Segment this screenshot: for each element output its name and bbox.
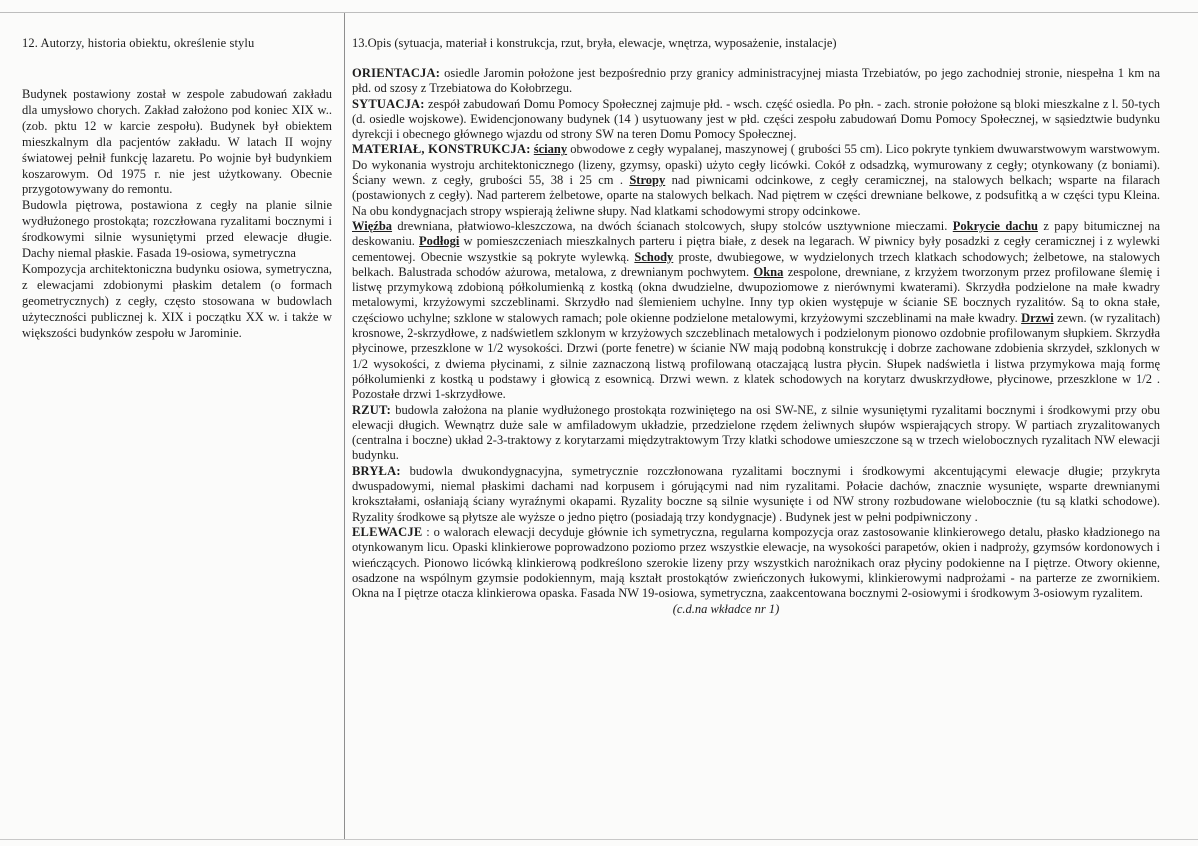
bryla-text: budowla dwukondygnacyjna, symetrycznie rozczłonowana ryzalitami bocznymi i środkowymi akcentującymi elewacje długie; przykryta dwuspadowymi, niemal płaskimi dachami nad korpusem i górującymi nad nim ryzalitami. Połacie dachów, znacznie wysunięte, wsparte drewnianymi krokształami, osłaniają ściany wyraźnymi okapami. Ryzality boczne są silnie wysunięte i od NW strony rozbudowane wielobocznie (tu są klatki schodowe). Ryzality środkowe są płytsze ale wyższe o jedno piętro (posiadają trzy kondygnacje) . Budynek jest w pełni podpiwniczony .	[352, 463, 1160, 524]
building-description-paragraph: Budowla piętrowa, postawiona z cegły na planie silnie wydłużonego prostokąta; rozczłowana ryzalitami bocznymi i środkowymi silnie wysuniętymi przed elewacje długie. Dachy niemal płaskie. Fasada 19-osiowa, symetryczna	[22, 198, 332, 261]
elewacje-text: : o walorach elewacji decyduje głównie ich symetryczna, regularna kompozycja oraz zastosowanie klinkierowego detalu, płasko kładzionego na otynkowanym licu. Opaski klinkierowe poprowadzono poziomo przez wszystkie elewacje, na wysokości parapetów, okien i nadproży, gzymsów kordonowych i wieńczących. Pionowo licówką klinkierową podkreślono szerokie lizeny przy wszystkich narożnikach oraz płyciny podokienne na I piętrze. Otwory okienne, osadzone na wspólnym gzymsie podokiennym, mają kształt prostokątów zwieńczonych łukowymi, klinkierowymi nadprożami - na parterze ze zwornikiem. Okna na I piętrze otacza klinkierowa opaska. Fasada NW 19-osiowa, symetryczna, zaakcentowana bocznymi 2-osiowymi i środkowym 3-osiowym ryzalitem.	[352, 524, 1160, 601]
rzut-text: budowla założona na planie wydłużonego prostokąta rozwiniętego na osi SW-NE, z silnie wysuniętymi ryzalitami bocznymi i środkowymi przy obu elewacji długich. Wewnątrz duże sale w amfiladowym układzie, przedzielone rzędem żeliwnych słupów wspierających stropy. W partiach zryzalitowanych (centralna i boczne) układ 2-3-traktowy z korytarzami międzytraktowym Trzy klatki schodowe umieszczone są w trzech wielobocznych ryzalitach NW elewacji budynku.	[352, 402, 1160, 463]
okna-text: zespolone, drewniane, z krzyżem tworzonym przez profilowane ślemię i listwę przymykową zdobioną półkolumienką z kostką (okna dwudzielne, dwupoziomowe z nierównymi kwaterami). Skrzydła podzielone na małe kwadry metalowymi, krzyżowymi szczeblinami. Skrzydło nad ślemieniem uchylne. Inny typ okien występuje w ścianie SE bocznych ryzalitów. Są to okna stałe, częściowo uchylne; szklone w stalowych ramach; pole okienne podzielone metalowymi, krzyżowymi szczeblinami na małe kwadry.	[352, 264, 1160, 325]
sciany-text: obwodowe z cegły wypalanej, maszynowej ( grubości 55 cm). Lico pokryte tynkiem dwuwarstwowym warstwowym. Do wykonania wystroju architektonicznego (lizeny, gzymsy, opaski) użyto cegły licówki. Cokół z odsadzką, wymurowany z cegły; otynkowany (z boniami). Ściany wewn. z cegły, grubości 55, 38 i 25 cm .	[352, 142, 1160, 188]
pokrycie-text: z papy bitumicznej na deskowaniu.	[352, 218, 1160, 249]
stropy-text: nad piwnicami odcinkowe, z cegły ceramicznej, na stalowych belkach; wsparte na filarach (postawionych z cegły). Nad parterem żelbetowe, oparte na stalowych belkach. Nad piętrem w części drewniane belkowe, z podsufitką a w części typu Kleina. Na obu kondygnacjach stropy wspierają żeliwne słupy. Nad klatkami schodowymi stropy odcinkowe.	[352, 173, 1160, 218]
drzwi-label: Drzwi	[1021, 310, 1054, 325]
section-12-heading: 12. Autorzy, historia obiektu, określenie stylu	[22, 36, 255, 50]
history-paragraph: Budynek postawiony został w zespole zabudowań zakładu dla umysłowo chorych. Zakład założono pod koniec XIX w.. (zob. pktu 12 w karcie zespołu). Budynek był obiektem mieszkalnym dla pacjentów zakładu. W latach II wojny światowej pełnił funkcję lazaretu. Po wojnie był budynkiem koszarowym. Od 1975 r. nie jest użytkowany. Obecnie przygotowywany do remontu.	[22, 87, 332, 197]
style-paragraph: Kompozycja architektoniczna budynku osiowa, symetryczna, z elewacjami zdobionymi płaskim detalem (o formach geometrycznych) z cegły, często stosowana w budowlach użyteczności publicznej k. XIX i początku XX w. i także w większości budynków zespołu w Jarominie.	[22, 261, 332, 340]
material-label: MATERIAŁ, KONSTRUKCJA:	[352, 142, 531, 157]
section-12-body	[22, 87, 332, 342]
sytuacja-text: zespół zabudowań Domu Pomocy Społecznej zajmuje płd. - wsch. część osiedla. Po płn. - zach. stronie położone są bloki mieszkalne z l. 50-tych (d. osiedle wojskowe). Ewidencjonowany budynek (14 ) usytuowany jest w płd. części zespołu zabudowań Domu Pomocy Społecznej, w sąsiedztwie budynku dyrekcji i obecnego głównego wjazdu od strony SW na teren Domu Pomocy Społecznej.	[352, 96, 1160, 142]
top-border-line	[0, 12, 1198, 13]
section-13-body	[352, 66, 1160, 601]
orientacja-paragraph	[352, 66, 1160, 97]
okna-label: Okna	[753, 264, 784, 279]
schody-label: Schody	[634, 249, 674, 264]
wiezba-label: Więźba	[352, 218, 393, 233]
stropy-label: Stropy	[629, 173, 666, 188]
elewacje-label: ELEWACJE	[352, 524, 423, 539]
sytuacja-label: SYTUACJA:	[352, 96, 425, 111]
bryla-paragraph	[352, 464, 1160, 525]
continuation-note: (c.d.na wkładce nr 1)	[672, 602, 780, 617]
left-column	[22, 30, 332, 342]
elewacje-paragraph	[352, 525, 1160, 601]
podlogi-text: w pomieszczeniach mieszkalnych parteru i piętra białe, z desek na legarach. W piwnicy były posadzki z cegły ceramicznej i z wylewki cementowej. Obecnie wszystkie są pokryte wylewką.	[352, 234, 1161, 264]
podlogi-label: Podłogi	[419, 234, 460, 249]
orientacja-text: osiedle Jaromin położone jest bezpośrednio przy granicy administracyjnej miasta Trzebiatów, po jego zachodniej stronie, niespełna 1 km na płd. od szosy z Trzebiatowa do Kołobrzegu.	[352, 66, 1160, 96]
section-13-heading: 13.Opis (sytuacja, materiał i konstrukcja, rzut, bryła, elewacje, wnętrza, wyposażenie, instalacje)	[352, 36, 837, 50]
sciany-label: ściany	[533, 142, 568, 157]
column-divider	[344, 13, 345, 840]
pokrycie-label: Pokrycie dachu	[952, 218, 1038, 233]
wiezba-text: drewniana, płatwiowo-kleszczowa, na dwóch ścianach stolcowych, słupy stolców usztywnione mieczami.	[392, 218, 953, 233]
bryla-label: BRYŁA:	[352, 463, 401, 478]
rzut-paragraph	[352, 403, 1160, 464]
right-column	[352, 30, 1160, 617]
bottom-border-line	[0, 839, 1198, 840]
rzut-label: RZUT:	[352, 402, 391, 417]
sytuacja-paragraph	[352, 97, 1160, 143]
drzwi-text: zewn. (w ryzalitach) krosnowe, 2-skrzydłowe, z nadświetlem szklonym w krzyżowych szczeblinach metalowych i podzielonym pionowo ozdobnie profilowanym słupkiem. Skrzydła płycinowe, przeszklone w 1/2 wysokości. Drzwi (porte fenetre) w ścianie NW mają podobną konstrukcję i dobrze zachowane zdobienia skrzydeł, szklonych w 1/2 wysokości, z dwiema płycinami, z silnie zaznaczoną listwą profilowaną otaczającą lustra płycin. Słupek nadświetla i listwa przymykowa mają formę półkolumienki z kostką u podstawy i głowicą z esownicą. Drzwi wewn. z klatek schodowych na korytarz dwuskrzydłowe, płycinowe, przeszklone w 1/2 . Pozostałe drzwi 1-skrzydłowe.	[352, 310, 1160, 402]
material-paragraph	[352, 142, 1160, 402]
orientacja-label: ORIENTACJA:	[352, 66, 441, 80]
schody-text: proste, dwubiegowe, w wydzielonych trzech klatkach schodowych; żelbetowe, na stalowych belkach. Balustrada schodów ażurowa, metalowa, z drewnianym pochwytem.	[352, 249, 1160, 279]
